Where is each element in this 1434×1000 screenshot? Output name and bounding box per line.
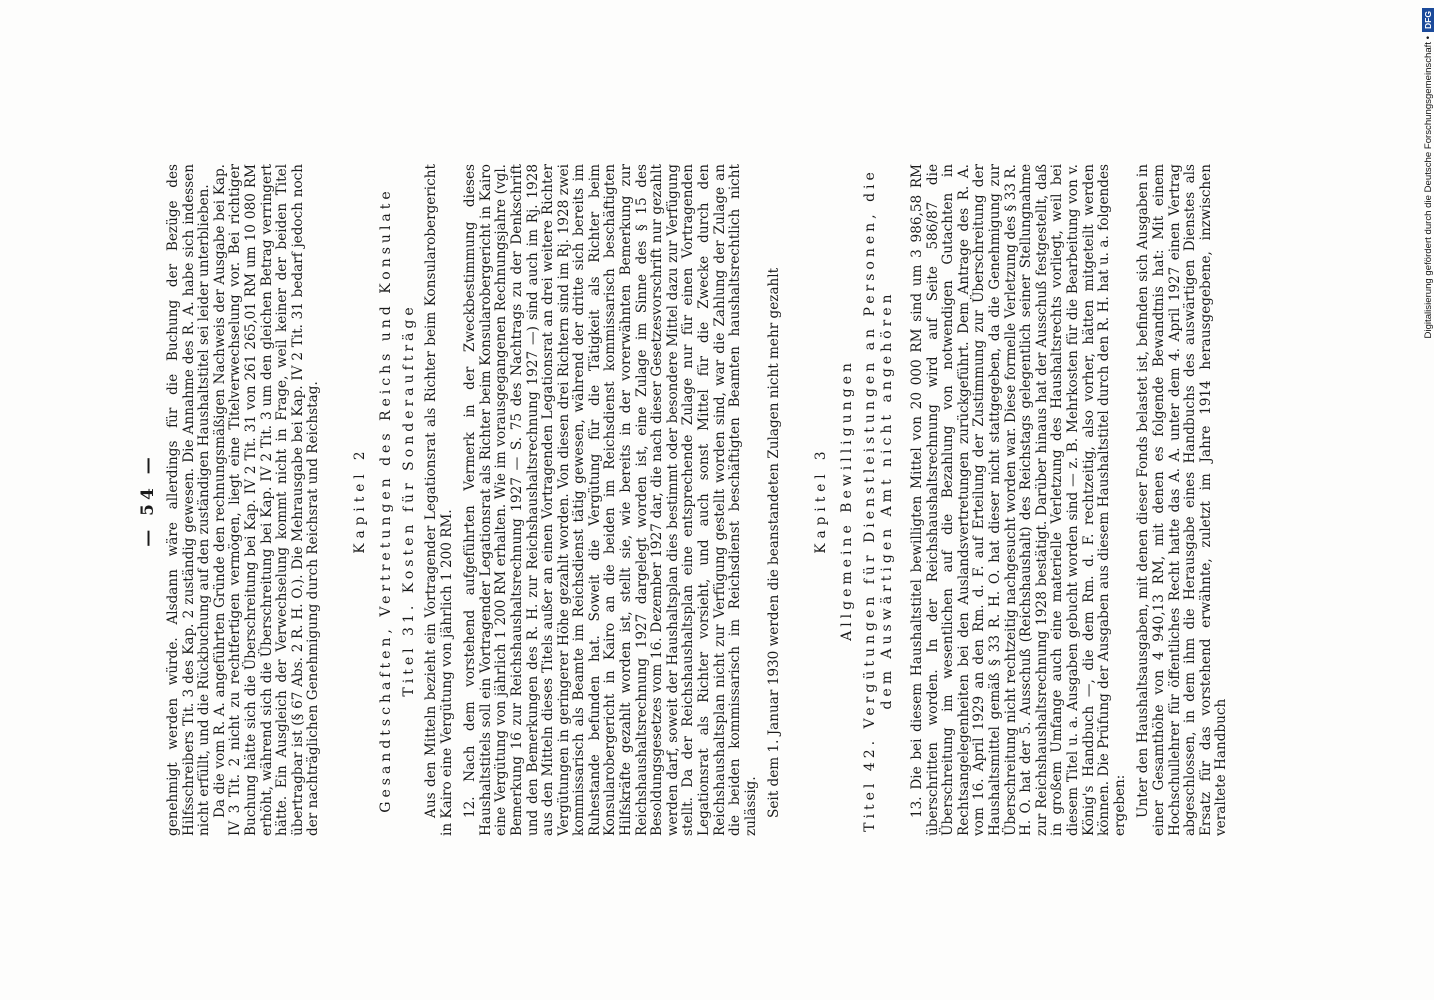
dfg-logo: DFG bbox=[1422, 8, 1434, 32]
chapter-3-heading: Allgemeine Bewilligungen bbox=[839, 359, 855, 641]
page-number: — 54 — bbox=[138, 453, 158, 547]
paragraph-titelverwechselung: Da die vom R. A. angeführten Gründe den rechnungsmäßigen Nachweis der Ausgabe bei Kap. IV 3 Tit. 2 nicht zu rechtfertigen vermögen, liegt eine Titelverwechselung vor. Bei richtiger Buchung hätte sich die Überschreitung bei Kap. IV 2 Tit. 31 von 261 265,01 RM um 10 080 RM erhöht, während sich die Überschreitung bei Kap. IV 2 Tit. 3 um den gleichen Betrag verringert hätte. Ein Ausgleich der Verwechselung kommt nicht in Frage, weil keiner der beiden Titel übertragbar ist (§ 67 Abs. 2 R. H. O.). Die Mehrausgabe bei Kap. IV 2 Tit. 31 bedarf jedoch noch der nachträglichen Genehmigung durch Reichsrat und Reichstag. bbox=[211, 164, 322, 836]
chapter-2-heading: Gesandtschaften, Vertretungen des Reichs und Konsulate bbox=[377, 187, 394, 813]
paragraph-13: 13. Die bei diesem Haushaltstitel bewilligten Mittel von 20 000 RM sind um 3 986,58 RM überschritten worden. In der Reichshaushaltsrechnung wird auf Seite 586/87 die Überschreitung im wesentlichen auf die Bezahlung von notwendigen Gutachten in Rechtsangelegenheiten bei den Auslandsvertretungen zurückgeführt. Dem Antrage des R. A. vom 16. April 1929 an den Rm. d. F. auf Erteilung der Zustimmung zur Überschreitung der Haushaltsmittel gemäß § 33 R. H. O. hat dieser nicht stattgegeben, da die Genehmigung zur Überschreitung nicht rechtzeitig nachgesucht worden war. Diese formelle Verletzung des § 33 R. H. O. hat der 5. Ausschuß (Reichshaushalt) des Reichstags gelegentlich seiner Stellungnahme zur Reichshaushaltsrechnung 1928 bestätigt. Darüber hinaus hat der Ausschuß festgestellt, daß in großem Umfange auch eine materielle Verletzung des Haushaltsrechts vorliegt, weil bei diesem Titel u. a. Ausgaben gebucht worden sind — z. B. Mehrkosten für die Bearbeitung von v. König's Handbuch —, die dem Rm. d. F. rechtzeitig, also vorher, hätten mitgeteilt werden können. Die Prüfung der Ausgaben aus diesem Haushaltstitel durch den R. H. hat u. a. folgendes ergeben: bbox=[909, 164, 1128, 836]
title-31-heading: Titel 31. Kosten für Sonderaufträge bbox=[400, 303, 417, 697]
paragraph-handbuch: Unter den Haushaltsausgaben, mit denen dieser Fonds belastet ist, befinden sich Ausgaben in einer Gesamthöhe von 4 940,13 RM, mit denen es folgende Bewandtnis hat: Mit einem Hochschullehrer für öffentliches Recht hatte das A. A. unter dem 4. April 1927 einen Vertrag abgeschlossen, in dem ihm die Herausgabe eines Handbuchs des auswärtigen Dienstes als Ersatz für das vorstehend erwähnte, zuletzt im Jahre 1914 herausgegebene, inzwischen veraltete Handbuch bbox=[1135, 164, 1230, 836]
paragraph-12: 12. Nach dem vorstehend aufgeführten Vermerk in der Zweckbestimmung dieses Haushaltstitels soll ein Vortragender Legationsrat als Richter beim Konsularobergericht in Kairo eine Vergütung von jährlich 1 200 RM erhalten. Wie im vorausgegangenen Rechnungsjahre (vgl. Bemerkung 16 zur Reichshaushaltsrechnung 1927 — S. 75 des Nachtrags zu der Denkschrift und den Bemerkungen des R. H. zur Reichshaushaltsrechnung 1927 —) sind auch im Rj. 1928 aus den Mitteln dieses Titels außer an einen Vortragenden Legationsrat an drei weitere Richter Vergütungen in geringerer Höhe gezahlt worden. Von diesen drei Richtern sind im Rj. 1928 zwei kommissarisch als Beamte im Reichsdienst tätig gewesen, während der dritte sich bereits im Ruhestande befunden hat. Soweit die Vergütung für die Tätigkeit als Richter beim Konsularobergericht in Kairo an die beiden im Reichsdienst kommissarisch beschäftigten Hilfskräfte gezahlt worden ist, stellt sie, wie bereits in der vorerwähnten Bemerkung zur Reichshaushaltsrechnung 1927 dargelegt worden ist, eine Zulage im Sinne des § 15 des Besoldungsgesetzes vom 16. Dezember 1927 dar, die nach dieser Gesetzesvorschrift nur gezahlt werden darf, soweit der Haushaltsplan dies bestimmt oder besondere Mittel dazu zur Verfügung stellt. Da der Reichshaushaltsplan eine entsprechende Zulage nur für einen Vortragenden Legationsrat als Richter vorsieht, und auch sonst Mittel für die Zwecke durch den Reichshaushaltsplan nicht zur Verfügung gestellt worden sind, war die Zahlung der Zulage an die beiden kommissarisch im Reichsdienst beschäftigten Beamten haushaltsrechtlich nicht zulässig. bbox=[462, 164, 759, 836]
title-31-intro: Aus den Mitteln bezieht ein Vortragender Legationsrat als Richter beim Konsularobergericht in Kairo eine Vergütung von jährlich 1 200 RM. bbox=[422, 164, 455, 836]
digitization-note bbox=[1420, 8, 1434, 392]
chapter-3-label: Kapitel 3 bbox=[813, 446, 829, 554]
paragraph-zulagen-note: Seit dem 1. Januar 1930 werden die beanstandeten Zulagen nicht mehr gezahlt bbox=[766, 267, 783, 818]
chapter-2-label: Kapitel 2 bbox=[351, 446, 368, 554]
funding-text: Digitalisierung gefördert durch die Deutsche Forschungsgemeinschaft • bbox=[1422, 35, 1434, 339]
document-page bbox=[138, 150, 1298, 850]
title-42-heading: Titel 42. Vergütungen für Dienstleistungen an Personen, die dem Auswärtigen Amt nicht angehören bbox=[862, 168, 895, 832]
paragraph-continuation: genehmigt werden würde. Alsdann wäre allerdings für die Buchung der Bezüge des Hilfsschreibers Tit. 3 des Kap. 2 zuständig gewesen. Die Annahme des R. A. habe sich indessen nicht erfüllt, und die Rückbuchung auf den zuständigen Haushaltstitel sei leider unterblieben. bbox=[165, 164, 213, 836]
